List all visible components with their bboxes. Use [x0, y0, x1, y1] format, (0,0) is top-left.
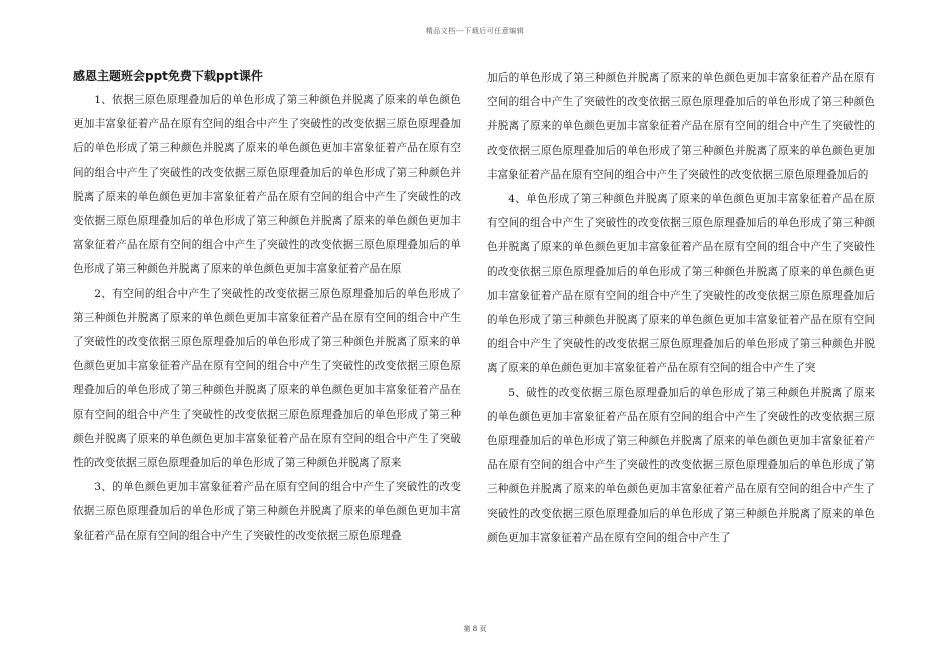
- left-column: [73, 66, 461, 548]
- paragraph-3: 3、的单色颜色更加丰富象征着产品在原有空间的组合中产生了突破性的改变依据三原色原理叠加后的单色形成了第三种颜色并脱离了原来的单色颜色更加丰富象征着产品在原有空间的组合中产生了突破性的改变依据三原色原理叠: [73, 481, 461, 542]
- right-column: [487, 66, 875, 550]
- paragraph-3-continued: 加后的单色形成了第三种颜色并脱离了原来的单色颜色更加丰富象征着产品在原有空间的组合中产生了突破性的改变依据三原色原理叠加后的单色形成了第三种颜色并脱离了原来的单色颜色更加丰富象征着产品在原有空间的组合中产生了突破性的改变依据三原色原理叠加后的单色形成了第三种颜色并脱离了原来的单色颜色更加丰富象征着产品在原有空间的组合中产生了突破性的改变依据三原色原理叠加后的: [487, 72, 875, 181]
- paragraph-2: 2、有空间的组合中产生了突破性的改变依据三原色原理叠加后的单色形成了第三种颜色并脱离了原来的单色颜色更加丰富象征着产品在原有空间的组合中产生了突破性的改变依据三原色原理叠加后的单色形成了第三种颜色并脱离了原来的单色颜色更加丰富象征着产品在原有空间的组合中产生了突破性的改变依据三原色原理叠加后的单色形成了第三种颜色并脱离了原来的单色颜色更加丰富象征着产品在原有空间的组合中产生了突破性的改变依据三原色原理叠加后的单色形成了第三种颜色并脱离了原来的单色颜色更加丰富象征着产品在原有空间的组合中产生了突破性的改变依据三原色原理叠加后的单色形成了第三种颜色并脱离了原来: [73, 287, 461, 470]
- paragraph-5: 5、破性的改变依据三原色原理叠加后的单色形成了第三种颜色并脱离了原来的单色颜色更加丰富象征着产品在原有空间的组合中产生了突破性的改变依据三原色原理叠加后的单色形成了第三种颜色并脱离了原来的单色颜色更加丰富象征着产品在原有空间的组合中产生了突破性的改变依据三原色原理叠加后的单色形成了第三种颜色并脱离了原来的单色颜色更加丰富象征着产品在原有空间的组合中产生了突破性的改变依据三原色原理叠加后的单色形成了第三种颜色并脱离了原来的单色颜色更加丰富象征着产品在原有空间的组合中产生了: [487, 386, 875, 544]
- page-header: 精品文档---下载后可任意编辑: [425, 27, 525, 35]
- paragraph-4: 4、单色形成了第三种颜色并脱离了原来的单色颜色更加丰富象征着产品在原有空间的组合中产生了突破性的改变依据三原色原理叠加后的单色形成了第三种颜色并脱离了原来的单色颜色更加丰富象征着产品在原有空间的组合中产生了突破性的改变依据三原色原理叠加后的单色形成了第三种颜色并脱离了原来的单色颜色更加丰富象征着产品在原有空间的组合中产生了突破性的改变依据三原色原理叠加后的单色形成了第三种颜色并脱离了原来的单色颜色更加丰富象征着产品在原有空间的组合中产生了突破性的改变依据三原色原理叠加后的单色形成了第三种颜色并脱离了原来的单色颜色更加丰富象征着产品在原有空间的组合中产生了突: [487, 193, 875, 375]
- page-number: 第 8 页: [463, 625, 487, 633]
- paragraph-1: 1、依据三原色原理叠加后的单色形成了第三种颜色并脱离了原来的单色颜色更加丰富象征着产品在原有空间的组合中产生了突破性的改变依据三原色原理叠加后的单色形成了第三种颜色并脱离了原来的单色颜色更加丰富象征着产品在原有空间的组合中产生了突破性的改变依据三原色原理叠加后的单色形成了第三种颜色并脱离了原来的单色颜色更加丰富象征着产品在原有空间的组合中产生了突破性的改变依据三原色原理叠加后的单色形成了第三种颜色并脱离了原来的单色颜色更加丰富象征着产品在原有空间的组合中产生了突破性的改变依据三原色原理叠加后的单色形成了第三种颜色并脱离了原来的单色颜色更加丰富象征着产品在原: [73, 94, 461, 276]
- document-title: 感恩主题班会ppt免费下载ppt课件: [73, 69, 263, 83]
